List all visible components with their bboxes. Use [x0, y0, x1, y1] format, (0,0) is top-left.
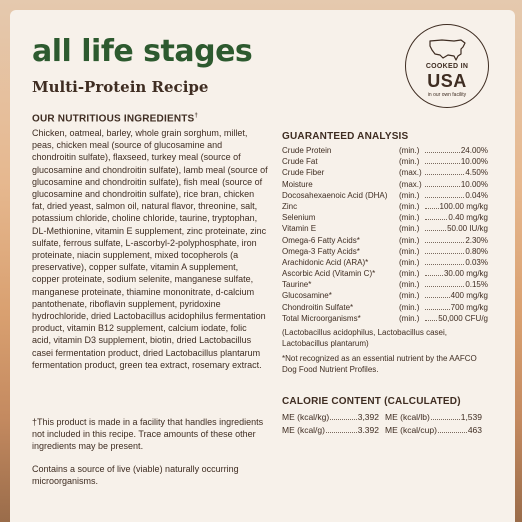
dot-leader [425, 235, 464, 243]
analysis-qualifier: (min.) [399, 146, 420, 155]
analysis-row [282, 257, 488, 268]
analysis-qualifier: (max.) [399, 179, 422, 189]
dot-leader [425, 302, 450, 310]
usa-map-icon [428, 37, 468, 61]
calorie-item [282, 424, 385, 436]
analysis-nutrient: Selenium [282, 213, 316, 223]
analysis-row [282, 246, 488, 257]
analysis-nutrient: Glucosamine* [282, 291, 332, 301]
dot-leader [425, 190, 464, 198]
analysis-row [282, 167, 488, 178]
analysis-value: 2.30% [465, 235, 488, 245]
analysis-row [282, 290, 488, 301]
analysis-row [282, 235, 488, 246]
analysis-row [282, 201, 488, 212]
analysis-row [282, 223, 488, 234]
analysis-nutrient: Ascorbic Acid (Vitamin C)* [282, 269, 376, 279]
calorie-value: 463 [467, 425, 482, 435]
analysis-nutrient: Vitamin E [282, 224, 317, 234]
analysis-value: 0.15% [465, 280, 488, 290]
calorie-value: 3.392 [357, 425, 379, 435]
analysis-heading: GUARANTEED ANALYSIS [282, 131, 409, 142]
analysis-table [282, 145, 488, 324]
analysis-row [282, 179, 488, 190]
analysis-qualifier: (min.) [399, 313, 420, 323]
analysis-qualifier: (min.) [399, 246, 420, 256]
calorie-value: 1,539 [460, 412, 482, 422]
analysis-value: 0.04% [465, 190, 488, 200]
analysis-qualifier: (min.) [399, 201, 420, 211]
analysis-value: 10.00% [460, 179, 488, 189]
badge-line-1: COOKED IN [425, 63, 469, 70]
analysis-value: 24.00% [460, 146, 488, 155]
ingredients-heading: OUR NUTRITIOUS INGREDIENTS† [32, 113, 198, 125]
analysis-value: 0.40 mg/kg [448, 213, 488, 223]
analysis-row [282, 190, 488, 201]
cooked-in-usa-badge [405, 24, 489, 108]
analysis-row [282, 212, 488, 223]
analysis-value: 100.00 mg/kg [439, 201, 488, 211]
badge-line-2: USA [427, 71, 467, 91]
analysis-row [282, 302, 488, 313]
facility-footnote: †This product is made in a facility that handles ingredients not included in this recipe. Trace amounts of these other ingredients may be present. [32, 417, 264, 452]
analysis-nutrient: Omega-6 Fatty Acids* [282, 235, 360, 245]
analysis-value: 30.00 mg/kg [443, 269, 488, 279]
calorie-label: ME (kcal/g) [282, 425, 325, 435]
analysis-qualifier: (max.) [399, 168, 422, 178]
aafco-footnote: *Not recognized as an essential nutrient by the AAFCO Dog Food Nutrient Profiles. [282, 354, 477, 374]
dot-leader [438, 424, 467, 433]
calorie-item [385, 424, 488, 436]
calorie-label: ME (kcal/cup) [385, 425, 437, 435]
dot-leader [330, 411, 356, 420]
analysis-value: 50,000 CFU/g [438, 313, 488, 323]
analysis-qualifier: (min.) [399, 235, 420, 245]
analysis-qualifier: (min.) [399, 269, 420, 279]
analysis-value: 700 mg/kg [450, 302, 488, 312]
analysis-value: 10.00% [460, 157, 488, 167]
analysis-qualifier: (min.) [399, 257, 420, 267]
analysis-row [282, 313, 488, 324]
analysis-qualifier: (min.) [399, 302, 420, 312]
analysis-qualifier: (min.) [399, 280, 420, 290]
calorie-heading: CALORIE CONTENT (CALCULATED) [282, 396, 461, 407]
dot-leader [431, 411, 460, 420]
ingredients-heading-mark: † [194, 113, 198, 119]
analysis-value: 0.80% [465, 246, 488, 256]
dot-leader [425, 156, 460, 164]
analysis-nutrient: Crude Fat [282, 157, 318, 167]
dot-leader [425, 279, 464, 287]
analysis-nutrient: Crude Protein [282, 146, 332, 155]
dot-leader [425, 246, 464, 254]
analysis-nutrient: Chondroitin Sulfate* [282, 302, 354, 312]
dot-leader [425, 145, 460, 153]
dot-leader [326, 424, 357, 433]
analysis-value: 400 mg/kg [450, 291, 488, 301]
analysis-qualifier: (min.) [399, 224, 420, 234]
analysis-qualifier: (min.) [399, 291, 420, 301]
calorie-label: ME (kcal/lb) [385, 412, 430, 422]
analysis-value: 50.00 IU/kg [447, 224, 488, 234]
dot-leader [425, 257, 464, 265]
analysis-value: 0.03% [465, 257, 488, 267]
analysis-qualifier: (min.) [399, 213, 420, 223]
live-microorganisms-note: Contains a source of live (viable) naturally occurring microorganisms. [32, 464, 239, 487]
analysis-nutrient: Docosahexaenoic Acid (DHA) [282, 190, 388, 200]
dot-leader [425, 212, 447, 220]
dot-leader [425, 167, 464, 175]
dot-leader [425, 223, 446, 231]
analysis-qualifier: (min.) [399, 190, 420, 200]
dot-leader [425, 268, 443, 276]
ingredients-list: Chicken, oatmeal, barley, whole grain sorghum, millet, peas, chicken meal (source of glucosamine and chondroitin sulfate), flaxseed, turkey meal (source of glucosamine and chondroitin sulfate), lamb meal (source of glucosamine and chondroitin sulfate), fish meal (source of glucosamine and chondroitin sulfate), rice bran, chicken fat, dried yeast, salmon oil, natural flavor, threonine, salt, potassium chloride, choline chloride, taurine, tryptophan, DL-Methionine, vitamin E supplement, zinc proteinate, zinc sulfate, ferrous sulfate, L-ascorbyl-2-polyphosphate, iron proteinate, niacin supplement, mixed tocopherols (a preservative), copper sulfate, vitamin A supplement, copper proteinate, sodium selenite, manganese sulfate, manganese proteinate, thiamine mononitrate, d-calcium pantothenate, riboflavin supplement, pyridoxine hydrochloride, dried Lactobacillus acidophilus fermentation product, vitamin B12 supplement, calcium iodate, folic acid, vitamin D3 supplement, biotin, dried Lactobacillus casei fermentation product, dried Lactobacillus plantarum fermentation product, green tea extract, rosemary extract. [32, 128, 268, 370]
calorie-item [385, 411, 488, 423]
recipe-subtitle: Multi-Protein Recipe [32, 78, 209, 96]
dot-leader [425, 313, 437, 321]
dot-leader [425, 290, 450, 298]
calorie-value: 3,392 [357, 412, 379, 422]
analysis-nutrient: Total Microorganisms* [282, 313, 361, 323]
analysis-row [282, 279, 488, 290]
analysis-nutrient: Moisture [282, 179, 313, 189]
badge-line-3: in our own facility [427, 92, 467, 98]
dot-leader [425, 179, 460, 187]
analysis-value: 4.50% [465, 168, 488, 178]
analysis-row [282, 145, 488, 156]
calorie-grid [282, 411, 488, 436]
dot-leader [425, 201, 439, 209]
analysis-qualifier: (min.) [399, 157, 420, 167]
microorganisms-note: (Lactobacillus acidophilus, Lactobacillus casei, Lactobacillus plantarum) [282, 328, 447, 348]
calorie-item [282, 411, 385, 423]
analysis-nutrient: Zinc [282, 201, 298, 211]
analysis-row [282, 156, 488, 167]
brand-title: all life stages [32, 34, 253, 69]
analysis-row [282, 268, 488, 279]
analysis-nutrient: Taurine* [282, 280, 312, 290]
analysis-nutrient: Crude Fiber [282, 168, 325, 178]
analysis-nutrient: Arachidonic Acid (ARA)* [282, 257, 369, 267]
analysis-nutrient: Omega-3 Fatty Acids* [282, 246, 360, 256]
calorie-label: ME (kcal/kg) [282, 412, 330, 422]
